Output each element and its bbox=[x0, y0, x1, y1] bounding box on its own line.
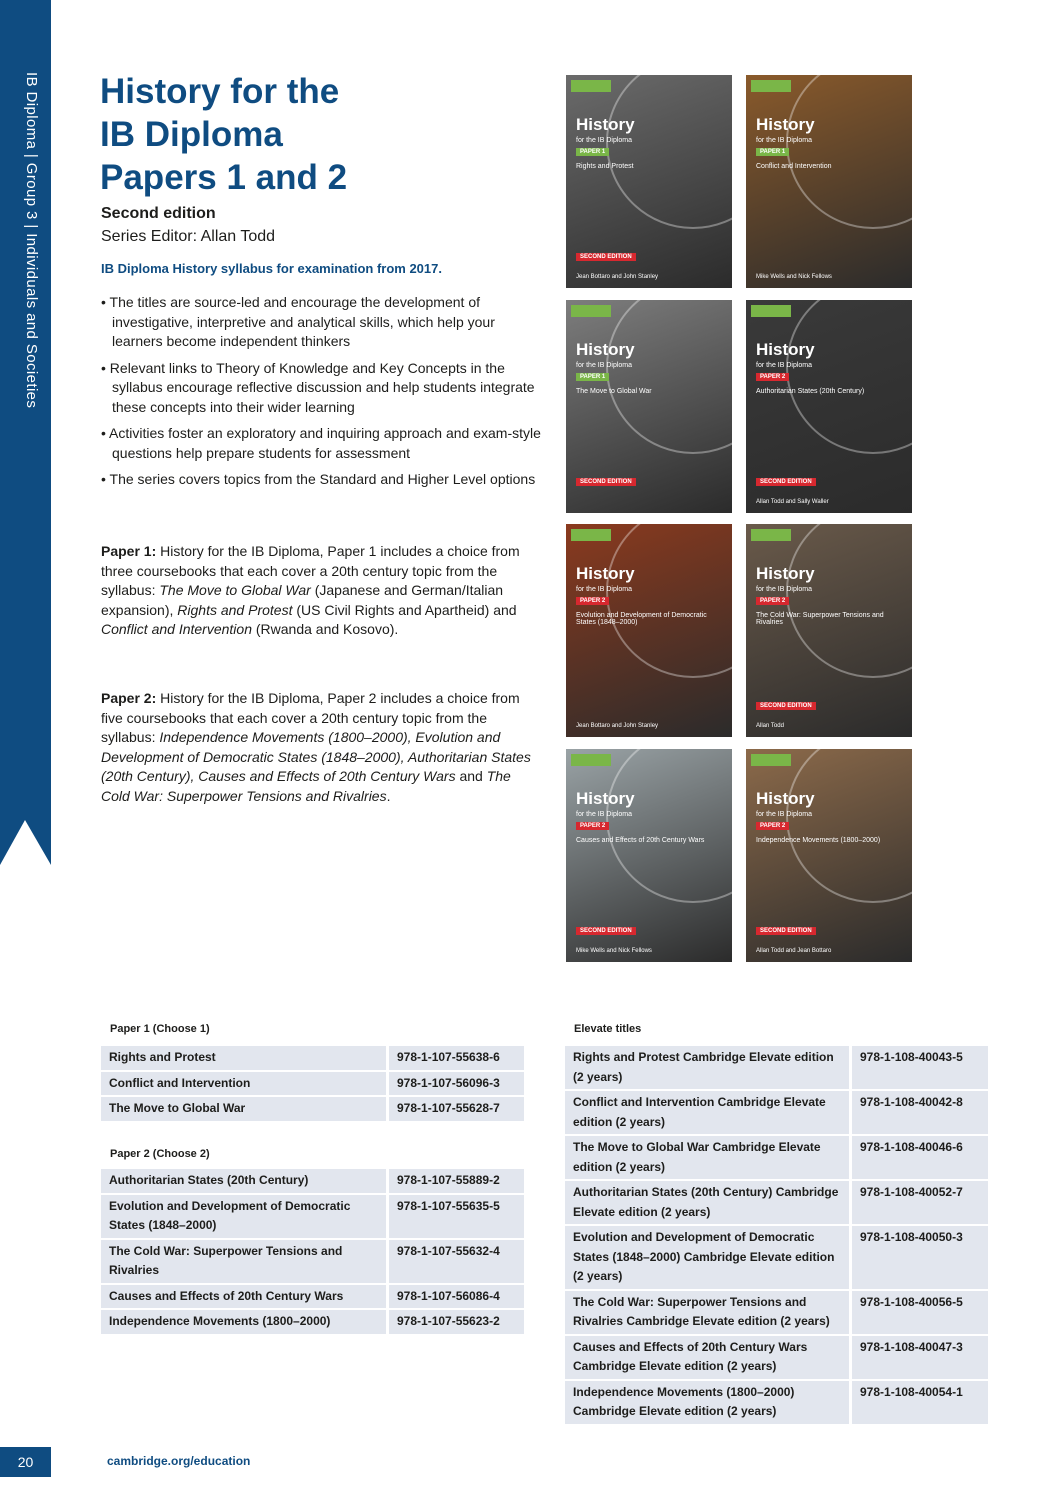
cover-topic: Evolution and Development of Democratic States (1848–2000) bbox=[576, 612, 707, 626]
publisher-logo-icon bbox=[571, 529, 611, 541]
paper2-table-label: Paper 2 (Choose 2) bbox=[110, 1148, 210, 1160]
isbn-cell: 978-1-107-56096-3 bbox=[386, 1072, 524, 1096]
isbn-cell: 978-1-108-40047-3 bbox=[849, 1336, 988, 1379]
isbn-cell: 978-1-108-40043-5 bbox=[849, 1046, 988, 1089]
cover-brand: History bbox=[756, 340, 815, 359]
book-cover bbox=[566, 524, 732, 737]
cover-brand: History bbox=[576, 789, 635, 808]
cover-subtitle: for the IB Diploma bbox=[576, 811, 633, 818]
cover-arc-decoration bbox=[606, 75, 732, 229]
feature-item: • Relevant links to Theory of Knowledge and Key Concepts in the syllabus encourage reflective discussion and help students integrate these concepts into their wider learning bbox=[101, 359, 535, 415]
table-row bbox=[565, 1381, 988, 1424]
title-cell: Independence Movements (1800–2000) bbox=[101, 1310, 386, 1334]
cover-paper-badge: PAPER 1 bbox=[756, 148, 789, 156]
title-line-3: Papers 1 and 2 bbox=[100, 158, 348, 197]
cover-subtitle: for the IB Diploma bbox=[756, 362, 813, 369]
title-cell: Rights and Protest Cambridge Elevate edition (2 years) bbox=[565, 1046, 849, 1089]
title-cell: Evolution and Development of Democratic States (1848–2000) bbox=[101, 1195, 386, 1238]
cover-paper-badge: PAPER 2 bbox=[756, 822, 789, 830]
feature-item: • Activities foster an exploratory and inquiring approach and exam-style questions help prepare students for assessment bbox=[101, 425, 541, 461]
title-line-1: History for the bbox=[100, 72, 340, 111]
title-cell: The Cold War: Superpower Tensions and Rivalries bbox=[101, 1240, 386, 1283]
isbn-cell: 978-1-107-55632-4 bbox=[386, 1240, 524, 1283]
table-row bbox=[565, 1181, 988, 1224]
cover-subtitle: for the IB Diploma bbox=[756, 811, 813, 818]
cover-topic: Causes and Effects of 20th Century Wars bbox=[576, 837, 705, 844]
publisher-logo-icon bbox=[571, 305, 611, 317]
table-row bbox=[101, 1195, 524, 1238]
cover-arc-decoration bbox=[606, 749, 732, 903]
table-row bbox=[565, 1046, 988, 1089]
title-cell: Authoritarian States (20th Century) Cambridge Elevate edition (2 years) bbox=[565, 1181, 849, 1224]
cover-authors: Jean Bottaro and John Stanley bbox=[576, 274, 659, 280]
book-cover bbox=[746, 300, 912, 513]
isbn-cell: 978-1-108-40056-5 bbox=[849, 1291, 988, 1334]
cover-arc-decoration bbox=[786, 524, 912, 678]
cover-arc-decoration bbox=[786, 75, 912, 229]
page-number: 20 bbox=[0, 1447, 51, 1477]
cover-authors: Jean Bottaro and John Stanley bbox=[576, 723, 659, 729]
cover-topic: Conflict and Intervention bbox=[756, 163, 832, 170]
cover-edition-badge: SECOND EDITION bbox=[576, 478, 636, 486]
title-cell: Causes and Effects of 20th Century Wars Cambridge Elevate edition (2 years) bbox=[565, 1336, 849, 1379]
table-row bbox=[101, 1097, 524, 1121]
cover-authors: Allan Todd bbox=[756, 723, 784, 729]
cover-brand: History bbox=[576, 564, 635, 583]
table-row bbox=[565, 1136, 988, 1179]
book-cover bbox=[566, 75, 732, 288]
paper1-title-italic: The Move to Global War bbox=[159, 582, 311, 598]
paper1-title-italic: Rights and Protest bbox=[177, 601, 293, 618]
publisher-logo-icon bbox=[751, 305, 791, 317]
cover-arc-decoration bbox=[606, 300, 732, 454]
table-row bbox=[565, 1226, 988, 1289]
sidebar-notch bbox=[0, 820, 51, 865]
paper1-text: (US Civil Rights and Apartheid) and bbox=[292, 601, 517, 618]
isbn-cell: 978-1-108-40042-8 bbox=[849, 1091, 988, 1134]
cover-paper-badge: PAPER 2 bbox=[576, 597, 609, 605]
paper1-description bbox=[101, 542, 541, 640]
cover-paper-badge: PAPER 2 bbox=[756, 373, 789, 381]
cover-brand: History bbox=[756, 789, 815, 808]
publisher-logo-icon bbox=[571, 80, 611, 92]
publisher-logo-icon bbox=[751, 754, 791, 766]
isbn-cell: 978-1-107-56086-4 bbox=[386, 1285, 524, 1309]
title-cell: Causes and Effects of 20th Century Wars bbox=[101, 1285, 386, 1309]
page-title bbox=[100, 70, 540, 199]
isbn-cell: 978-1-108-40052-7 bbox=[849, 1181, 988, 1224]
cover-paper-badge: PAPER 2 bbox=[576, 822, 609, 830]
paper2-text: History for the IB Diploma, Paper 2 includes a choice from five coursebooks that each cover a 20th century topic from the syllabus: bbox=[101, 690, 520, 745]
title-cell: Rights and Protest bbox=[101, 1046, 386, 1070]
publisher-logo-icon bbox=[751, 80, 791, 92]
table-row bbox=[565, 1091, 988, 1134]
table-row bbox=[565, 1291, 988, 1334]
cover-edition-badge: SECOND EDITION bbox=[756, 478, 816, 486]
table-row bbox=[101, 1285, 524, 1309]
edition-label: Second edition bbox=[101, 205, 216, 222]
isbn-cell: 978-1-107-55635-5 bbox=[386, 1195, 524, 1238]
publisher-logo-icon bbox=[571, 754, 611, 766]
table-row bbox=[565, 1336, 988, 1379]
title-cell: Conflict and Intervention Cambridge Elevate edition (2 years) bbox=[565, 1091, 849, 1134]
book-cover bbox=[566, 749, 732, 962]
cover-subtitle: for the IB Diploma bbox=[576, 586, 633, 593]
table-row bbox=[101, 1072, 524, 1096]
paper1-title-italic: Conflict and Intervention bbox=[101, 621, 252, 637]
cover-brand: History bbox=[576, 115, 635, 134]
cover-authors: Allan Todd and Sally Waller bbox=[756, 499, 829, 505]
cover-topic: Authoritarian States (20th Century) bbox=[756, 388, 865, 395]
title-cell: Conflict and Intervention bbox=[101, 1072, 386, 1096]
cover-subtitle: for the IB Diploma bbox=[756, 137, 813, 144]
feature-list bbox=[101, 293, 541, 497]
table-row bbox=[101, 1240, 524, 1283]
book-cover bbox=[746, 75, 912, 288]
cover-subtitle: for the IB Diploma bbox=[756, 586, 813, 593]
cover-arc-decoration bbox=[606, 524, 732, 678]
paper2-isbn-table bbox=[101, 1167, 524, 1336]
table-row bbox=[101, 1169, 524, 1193]
cover-edition-badge: SECOND EDITION bbox=[576, 927, 636, 935]
title-cell: The Move to Global War bbox=[101, 1097, 386, 1121]
title-line-2: IB Diploma bbox=[100, 115, 283, 154]
feature-item: • The series covers topics from the Standard and Higher Level options bbox=[101, 471, 536, 487]
paper2-description bbox=[101, 689, 541, 806]
paper2-text: and bbox=[455, 768, 487, 784]
sidebar-section-label: IB Diploma | Group 3 | Individuals and Societies bbox=[23, 72, 40, 409]
cover-authors: Mike Wells and Nick Fellows bbox=[576, 948, 652, 954]
table-row bbox=[101, 1046, 524, 1070]
paper1-text: (Rwanda and Kosovo). bbox=[251, 621, 399, 637]
book-cover bbox=[746, 524, 912, 737]
cover-topic: The Cold War: Superpower Tensions and Rivalries bbox=[756, 612, 884, 626]
isbn-cell: 978-1-107-55889-2 bbox=[386, 1169, 524, 1193]
elevate-isbn-table bbox=[565, 1044, 988, 1426]
cover-edition-badge: SECOND EDITION bbox=[756, 702, 816, 710]
cover-arc-decoration bbox=[786, 749, 912, 903]
cover-arc-decoration bbox=[786, 300, 912, 454]
paper1-text: (Japanese and German/Italian expansion), bbox=[101, 582, 504, 618]
isbn-cell: 978-1-107-55628-7 bbox=[386, 1097, 524, 1121]
paper1-isbn-table bbox=[101, 1044, 524, 1123]
syllabus-note: IB Diploma History syllabus for examination from 2017. bbox=[101, 261, 442, 276]
feature-item: • The titles are source-led and encourage the development of investigative, interpretive and analytical skills, which help your learners become independent thinkers bbox=[101, 294, 495, 349]
cover-edition-badge: SECOND EDITION bbox=[576, 253, 636, 261]
paper2-label: Paper 2: bbox=[101, 690, 157, 706]
cover-topic: Independence Movements (1800–2000) bbox=[756, 837, 881, 844]
series-editor: Series Editor: Allan Todd bbox=[101, 228, 276, 245]
cover-edition-badge: SECOND EDITION bbox=[756, 927, 816, 935]
isbn-cell: 978-1-108-40050-3 bbox=[849, 1226, 988, 1289]
elevate-table-label: Elevate titles bbox=[574, 1023, 642, 1035]
title-cell: The Move to Global War Cambridge Elevate edition (2 years) bbox=[565, 1136, 849, 1179]
cover-authors: Mike Wells and Nick Fellows bbox=[756, 274, 832, 280]
isbn-cell: 978-1-107-55638-6 bbox=[386, 1046, 524, 1070]
isbn-cell: 978-1-108-40054-1 bbox=[849, 1381, 988, 1424]
cover-subtitle: for the IB Diploma bbox=[576, 137, 633, 144]
table-row bbox=[101, 1310, 524, 1334]
cover-brand: History bbox=[756, 115, 815, 134]
paper2-title-italic: Independence Movements (1800–2000), Evolution and Development of Democratic States (1848–2000), Authoritarian States (20th Century), Causes and Effects of 20th Century Wars bbox=[101, 729, 531, 784]
cover-subtitle: for the IB Diploma bbox=[576, 362, 633, 369]
cover-topic: The Move to Global War bbox=[576, 388, 652, 395]
title-cell: Evolution and Development of Democratic States (1848–2000) Cambridge Elevate edition (2 years) bbox=[565, 1226, 849, 1289]
title-cell: Independence Movements (1800–2000) Cambridge Elevate edition (2 years) bbox=[565, 1381, 849, 1424]
cover-brand: History bbox=[756, 564, 815, 583]
cover-paper-badge: PAPER 1 bbox=[576, 373, 609, 381]
cover-brand: History bbox=[576, 340, 635, 359]
book-cover bbox=[746, 749, 912, 962]
footer-url-link[interactable]: cambridge.org/education bbox=[107, 1454, 251, 1468]
book-cover bbox=[566, 300, 732, 513]
title-cell: The Cold War: Superpower Tensions and Rivalries Cambridge Elevate edition (2 years) bbox=[565, 1291, 849, 1334]
isbn-cell: 978-1-107-55623-2 bbox=[386, 1310, 524, 1334]
sidebar-band bbox=[0, 0, 51, 865]
cover-authors: Allan Todd and Jean Bottaro bbox=[756, 948, 832, 954]
paper2-title-italic: The Cold War: Superpower Tensions and Rivalries bbox=[101, 768, 511, 804]
paper1-label: Paper 1: bbox=[101, 543, 157, 559]
publisher-logo-icon bbox=[751, 529, 791, 541]
cover-topic: Rights and Protest bbox=[576, 163, 634, 170]
isbn-cell: 978-1-108-40046-6 bbox=[849, 1136, 988, 1179]
paper1-table-label: Paper 1 (Choose 1) bbox=[110, 1023, 210, 1035]
paper2-text: . bbox=[386, 787, 391, 804]
cover-paper-badge: PAPER 1 bbox=[576, 148, 609, 156]
title-cell: Authoritarian States (20th Century) bbox=[101, 1169, 386, 1193]
paper1-text: History for the IB Diploma, Paper 1 includes a choice from three coursebooks that each cover a 20th century topic from the syllabus: bbox=[101, 543, 520, 598]
cover-paper-badge: PAPER 2 bbox=[756, 597, 789, 605]
